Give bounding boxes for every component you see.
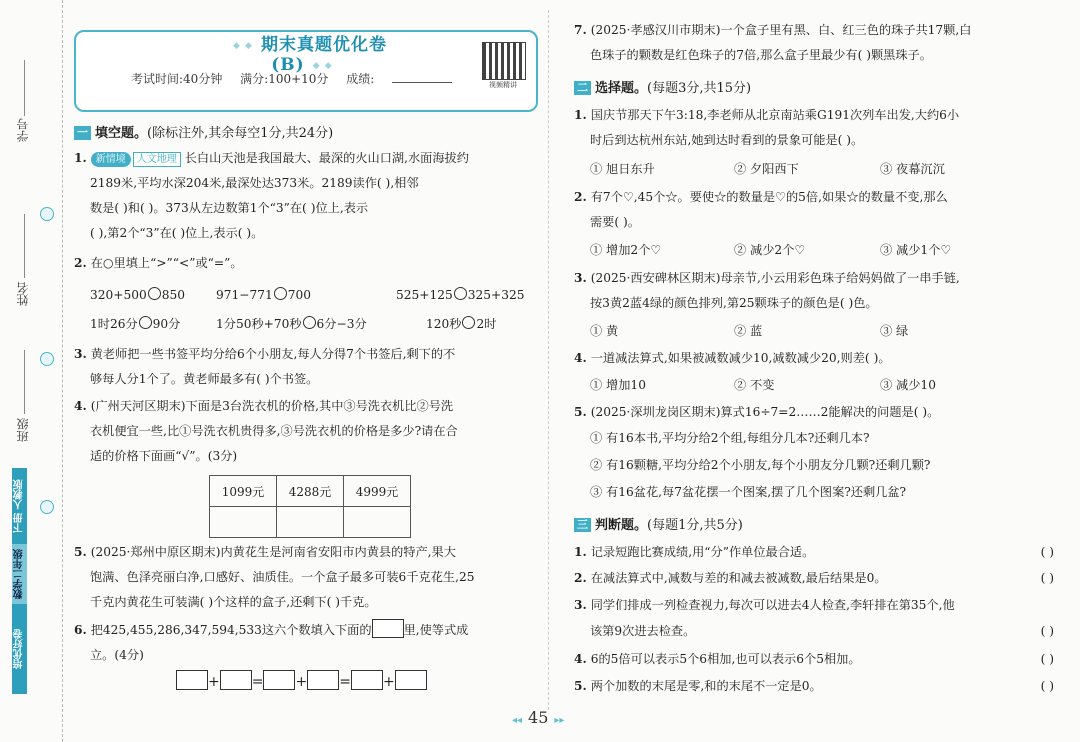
question-number: 1.	[574, 545, 587, 559]
question-line: 需要( )。	[590, 215, 640, 229]
question-5-line: 饱满、色泽亮丽白净,口感好、油质佳。一个盒子最多可装6千克花生,25	[90, 570, 475, 584]
question-1-line: 数是( )和( )。373从左边数第1个“3”在( )位上,表示	[90, 201, 369, 215]
section-number: 三	[574, 518, 591, 532]
comparison-item: 971−771 700	[216, 288, 312, 302]
compare-blank[interactable]	[454, 287, 467, 300]
question-4-line: 适的价格下面画“√”。(3分)	[90, 449, 238, 463]
option-2[interactable]: ② 蓝	[734, 324, 763, 338]
exam-full-score: 满分:100+10分	[240, 72, 329, 86]
judge-question-2	[574, 566, 1054, 591]
judge-answer-blank[interactable]: ( )	[1040, 571, 1054, 585]
question-5	[74, 540, 456, 565]
option-2[interactable]: ② 有16颗糖,平均分给2个小朋友,每个小朋友分几颗?还剩几颗?	[590, 458, 931, 472]
question-7-line: 色珠子的颗数是红色珠子的7倍,那么盒子里最少有( )颗黑珠子。	[590, 48, 932, 62]
student-name-line	[24, 214, 25, 278]
judge-answer-blank[interactable]: ( )	[1040, 679, 1054, 693]
question-text: 有7个♡,45个☆。要使☆的数量是♡的5倍,如果☆的数量不变,那么	[590, 190, 948, 204]
section-title: 选择题。	[595, 81, 648, 96]
section-note: (除标注外,其余每空1分,共24分)	[147, 126, 334, 141]
qr-code[interactable]	[482, 42, 524, 89]
comparison-item: 320+500 850	[90, 288, 186, 302]
option-2[interactable]: ② 夕阳西下	[734, 162, 799, 176]
question-number: 4.	[574, 351, 587, 365]
option-1[interactable]: ① 有16本书,平均分给2个组,每组分几本?还剩几本?	[590, 431, 870, 445]
student-name-label: 姓名	[16, 282, 30, 306]
qr-code-icon	[482, 42, 526, 80]
question-3	[74, 342, 455, 367]
question-number: 2.	[74, 256, 87, 270]
page-number-value: 45	[528, 708, 549, 727]
question-6-line: 立。(4分)	[90, 648, 144, 662]
book-grade: 数学二年级	[12, 544, 27, 604]
question-text: 里,使等式成	[403, 623, 469, 637]
exam-header	[74, 30, 538, 112]
question-number: 3.	[574, 271, 587, 285]
option-1[interactable]: ① 增加10	[590, 378, 646, 392]
compare-blank[interactable]	[148, 287, 161, 300]
compare-blank[interactable]	[139, 316, 152, 329]
check-cell[interactable]	[210, 507, 277, 538]
answer-box[interactable]	[176, 670, 208, 690]
option-3[interactable]: ③ 有16盆花,每7盆花摆一个图案,摆了几个图案?还剩几盆?	[590, 485, 907, 499]
question-number: 5.	[574, 679, 587, 693]
class-line	[24, 350, 25, 414]
exam-info	[131, 70, 452, 87]
choice-question-4	[574, 346, 891, 371]
question-text: 同学们排成一列检查视力,每次可以进去4人检查,李轩排在第35个,他	[590, 598, 955, 612]
compare-blank[interactable]	[462, 316, 475, 329]
question-text: (2025·郑州中原区期末)内黄花生是河南省安阳市内黄县的特产,果大	[90, 545, 456, 559]
new-context-tag: 新情境	[91, 152, 131, 167]
option-3[interactable]: ③ 减少10	[880, 378, 936, 392]
choice-question-3	[574, 266, 960, 291]
question-text: 在○里填上“>”“<”或“=”。	[90, 256, 243, 270]
student-number-label: 学号	[16, 118, 30, 142]
question-number: 1.	[574, 108, 587, 122]
section-fill-in	[74, 122, 333, 141]
class-label: 班级	[16, 418, 30, 442]
binding-hole-icon	[40, 500, 54, 514]
price-cell: 4288元	[277, 476, 344, 507]
binding-hole-icon	[40, 207, 54, 221]
question-line: 按3黄2蓝4绿的颜色排列,第25颗珠子的颜色是( )色。	[590, 296, 878, 310]
book-series-tag	[12, 468, 30, 682]
answer-box[interactable]	[263, 670, 295, 690]
option-1[interactable]: ① 增加2个♡	[590, 243, 662, 257]
section-number: 一	[74, 126, 91, 140]
book-series-name: 培优好卷	[12, 604, 27, 694]
question-6	[74, 618, 468, 643]
option-1[interactable]: ① 旭日东升	[590, 162, 655, 176]
check-cell[interactable]	[344, 507, 411, 538]
student-number-line	[24, 60, 25, 116]
question-text: 两个加数的末尾是零,和的末尾不一定是0。	[590, 679, 822, 693]
question-text: 记录短跑比赛成绩,用“分”作单位最合适。	[590, 545, 815, 559]
answer-box[interactable]	[395, 670, 427, 690]
question-5-line: 千克内黄花生可装满( )个这样的盒子,还剩下( )千克。	[90, 595, 377, 609]
question-2	[74, 251, 243, 276]
prev-arrow-icon: ◂◂	[512, 715, 523, 726]
judge-question-3-line	[590, 619, 1054, 644]
question-number: 4.	[574, 652, 587, 666]
question-text: 长白山天池是我国最大、最深的火山口湖,水面海拔约	[184, 151, 469, 165]
option-3[interactable]: ③ 夜幕沉沉	[880, 162, 945, 176]
question-text: (2025·深圳龙岗区期末)算式16÷7=2……2能解决的问题是( )。	[590, 405, 940, 419]
column-divider	[548, 10, 550, 710]
section-number: 二	[574, 81, 591, 95]
exam-title: ◆ ◆ 期末真题优化卷(B) ◆ ◆	[206, 30, 406, 75]
question-1-line: 2189米,平均水深204米,最深处达373米。2189读作( ),相邻	[90, 176, 419, 190]
question-number: 5.	[74, 545, 87, 559]
book-edition: 下册 人教版	[12, 468, 27, 544]
section-note: (每题3分,共15分)	[647, 81, 752, 96]
question-4	[74, 394, 453, 419]
price-cell: 4999元	[344, 476, 411, 507]
score-label: 成绩:	[346, 72, 375, 86]
question-line: 时后到达杭州东站,她到达时看到的景象可能是( )。	[590, 133, 864, 147]
comparison-item: 525+125 325+325	[396, 288, 525, 302]
question-number: 1.	[74, 151, 87, 165]
question-3-line: 够每人分1个了。黄老师最多有( )个书签。	[90, 372, 319, 386]
section-choice	[574, 77, 751, 96]
question-1	[74, 146, 469, 171]
compare-blank[interactable]	[274, 287, 287, 300]
question-number: 4.	[74, 399, 87, 413]
question-1-line: ( ),第2个“3”在( )位上,表示( )。	[90, 226, 264, 240]
question-text: 把425,455,286,347,594,533这六个数填入下面的	[90, 623, 372, 637]
binding-hole-icon	[40, 352, 54, 366]
question-text: (2025·西安碑林区期末)母亲节,小云用彩色珠子给妈妈做了一串手链,	[590, 271, 960, 285]
answer-box[interactable]	[220, 670, 252, 690]
price-cell: 1099元	[210, 476, 277, 507]
section-title: 判断题。	[595, 518, 648, 533]
judge-question-3	[574, 593, 955, 618]
section-note: (每题1分,共5分)	[647, 518, 743, 533]
section-title: 填空题。	[95, 126, 148, 141]
comparison-item: 120秒 2时	[426, 317, 497, 331]
compare-blank[interactable]	[303, 316, 316, 329]
right-column	[554, 0, 1076, 742]
judge-answer-blank[interactable]: ( )	[1040, 545, 1054, 559]
judge-answer-blank[interactable]: ( )	[1040, 652, 1054, 666]
left-column	[66, 0, 544, 742]
question-text: 在减法算式中,减数与差的和减去被减数,最后结果是0。	[590, 571, 887, 585]
check-cell[interactable]	[277, 507, 344, 538]
exam-time: 考试时间:40分钟	[131, 72, 223, 86]
judge-question-1	[574, 540, 1054, 565]
question-4-line: 衣机便宜一些,比①号洗衣机贵得多,③号洗衣机的价格是多少?请在合	[90, 424, 458, 438]
option-3[interactable]: ③ 绿	[880, 324, 909, 338]
option-1[interactable]: ① 黄	[590, 324, 619, 338]
question-text: 黄老师把一些书签平均分给6个小朋友,每人分得7个书签后,剩下的不	[90, 347, 456, 361]
question-number: 2.	[574, 190, 587, 204]
box-symbol	[372, 619, 404, 638]
judge-question-5	[574, 674, 1054, 699]
next-arrow-icon: ▸▸	[554, 715, 565, 726]
answer-box[interactable]	[351, 670, 383, 690]
question-number: 3.	[574, 598, 587, 612]
option-2[interactable]: ② 减少2个♡	[734, 243, 806, 257]
question-text: 国庆节那天下午3:18,李老师从北京南站乘G191次列车出发,大约6小	[590, 108, 960, 122]
question-number: 2.	[574, 571, 587, 585]
equation-boxes: + = + = +	[176, 670, 427, 690]
question-number: 5.	[574, 405, 587, 419]
option-3[interactable]: ③ 减少1个♡	[880, 243, 952, 257]
comparison-item: 1时26分 90分	[90, 317, 181, 331]
judge-answer-blank[interactable]: ( )	[1040, 624, 1054, 638]
comparison-item: 1分50秒+70秒 6分−3分	[216, 317, 367, 331]
question-text: 6的5倍可以表示5个6相加,也可以表示6个5相加。	[590, 652, 861, 666]
qr-caption: 视频精讲	[489, 81, 517, 89]
price-table	[209, 475, 411, 538]
question-7	[574, 18, 971, 43]
choice-question-1	[574, 103, 959, 128]
choice-question-5	[574, 400, 939, 425]
section-judge	[574, 514, 743, 533]
answer-box[interactable]	[307, 670, 339, 690]
question-text: (2025·孝感汉川市期末)一个盒子里有黑、白、红三色的珠子共17颗,白	[590, 23, 972, 37]
question-number: 3.	[74, 347, 87, 361]
choice-question-2	[574, 185, 948, 210]
question-number: 6.	[74, 623, 87, 637]
judge-question-4	[574, 647, 1054, 672]
topic-tag: 人文地理	[133, 152, 181, 167]
option-2[interactable]: ② 不变	[734, 378, 775, 392]
question-number: 7.	[574, 23, 587, 37]
question-text: 该第9次进去检查。	[590, 624, 696, 638]
question-text: 一道减法算式,如果被减数减少10,减数减少20,则差( )。	[590, 351, 891, 365]
page-number	[506, 708, 570, 727]
binding-spine	[0, 0, 63, 742]
score-blank[interactable]	[392, 82, 452, 83]
question-text: (广州天河区期末)下面是3台洗衣机的价格,其中③号洗衣机比②号洗	[90, 399, 454, 413]
